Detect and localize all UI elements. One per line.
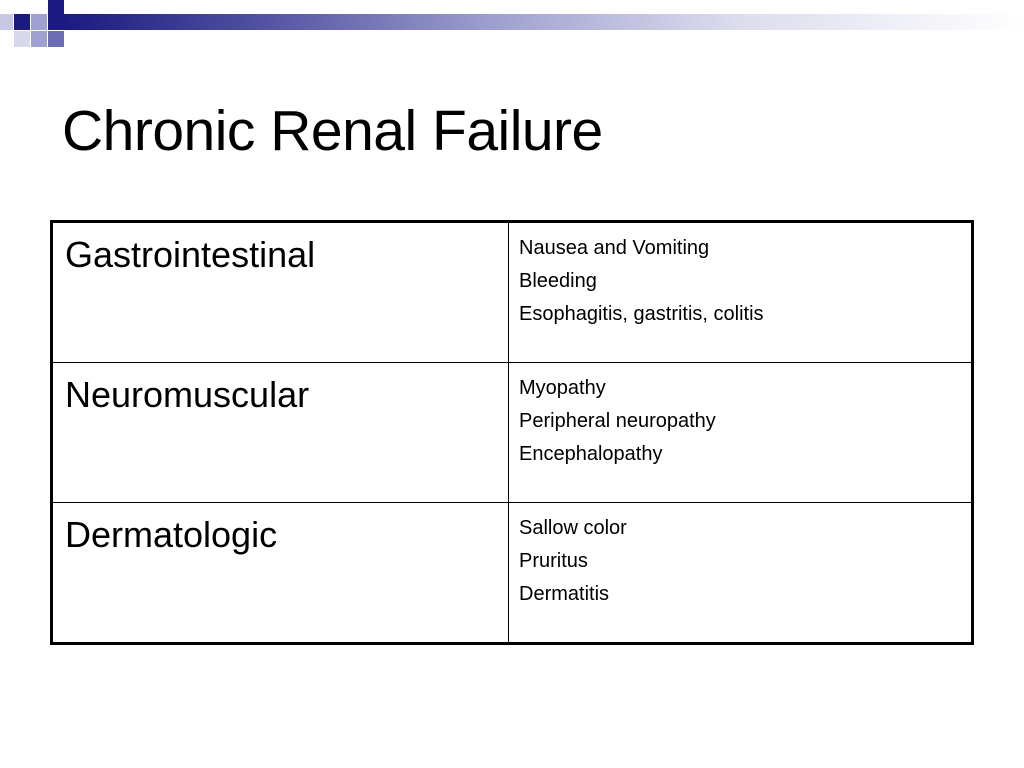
- category-cell: [52, 222, 509, 363]
- decor-square: [48, 0, 64, 30]
- category-label: Dermatologic: [65, 514, 278, 555]
- category-label: Neuromuscular: [65, 374, 310, 415]
- symptom-item: Myopathy: [519, 377, 606, 399]
- symptom-item: Nausea and Vomiting: [519, 237, 710, 259]
- decor-square: [31, 31, 47, 47]
- symptom-list: [509, 223, 971, 331]
- category-label: Gastrointestinal: [65, 234, 316, 275]
- symptom-item: Sallow color: [519, 517, 627, 539]
- decor-square: [14, 31, 30, 47]
- slide-title: Chronic Renal Failure: [62, 99, 603, 163]
- header-gradient-band: [64, 14, 1024, 30]
- decor-square: [48, 31, 64, 47]
- symptom-item: Dermatitis: [519, 583, 610, 605]
- symptom-list: [509, 503, 971, 611]
- decor-square: [31, 14, 47, 30]
- symptom-item: Esophagitis, gastritis, colitis: [519, 303, 764, 325]
- category-cell: [52, 503, 509, 644]
- symptom-item: Pruritus: [519, 550, 588, 572]
- symptom-item: Peripheral neuropathy: [519, 410, 716, 432]
- table-row: [52, 363, 973, 503]
- items-cell: [509, 363, 973, 503]
- table-row: [52, 222, 973, 363]
- category-cell: [52, 363, 509, 503]
- symptom-list: [509, 363, 971, 471]
- items-cell: [509, 503, 973, 644]
- symptoms-table: [50, 220, 974, 645]
- decor-square: [0, 14, 13, 30]
- table-row: [52, 503, 973, 644]
- symptom-item: Encephalopathy: [519, 443, 663, 465]
- symptom-item: Bleeding: [519, 270, 597, 292]
- items-cell: [509, 222, 973, 363]
- decor-square: [14, 14, 30, 30]
